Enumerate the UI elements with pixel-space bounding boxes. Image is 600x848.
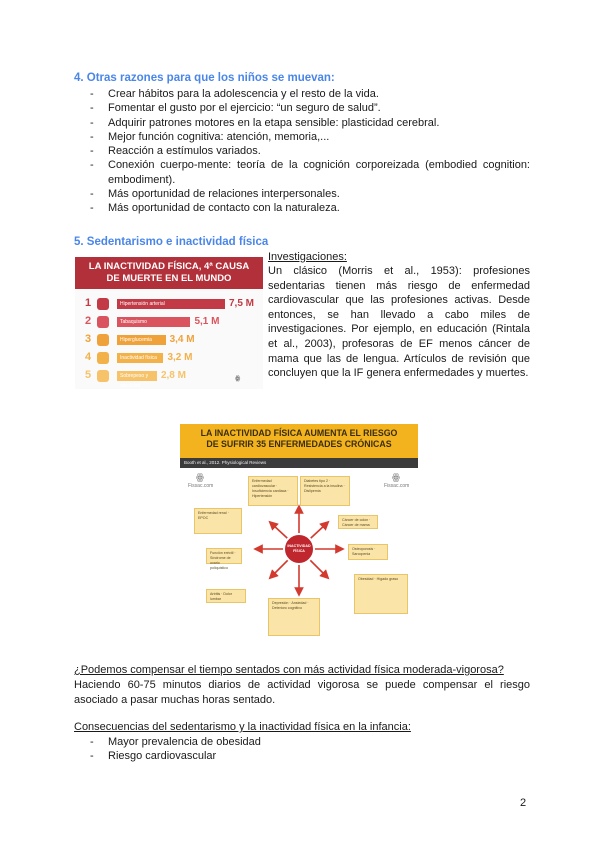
fissac-logo-left: ꙮ Fissac.com [188, 472, 214, 489]
rank-number: 1 [85, 297, 92, 309]
rank-number: 4 [85, 351, 92, 363]
risk-bar: Inactividad física [117, 353, 163, 363]
list-item: - Conexión cuerpo-mente: teoría de la cognición corporeizada (embodied cognition: embodiment). [74, 158, 530, 187]
research-title: Investigaciones: [268, 251, 347, 263]
logo-right-text: Fissac.com [384, 483, 410, 489]
disease-box: Cáncer de colon · Cáncer de mama [338, 515, 378, 529]
consequences-title: Consecuencias del sedentarismo y la inactividad física en la infancia: [74, 721, 411, 733]
research-text: Un clásico (Morris et al., 1953): profesiones sedentarias tienen más riesgo de enfermedad cardiovascular que las profesiones activas. Desde entonces, se han llevado a cabo miles de investigaciones. Por ejemplo, en educación (Rintala et al., 2003), profesoras de EF menos cáncer de mama que las de lengua. Artículos de revisión que concluyen que la IF genera enfermedades y muertes. [268, 265, 530, 380]
risk-value: 5,1 M [194, 316, 220, 327]
risk-factor-icon [97, 334, 109, 346]
risk-value: 2,8 M [160, 370, 186, 381]
question-title: ¿Podemos compensar el tiempo sentados con más actividad física moderada-vigorosa? [74, 664, 504, 676]
infographic1-title-line1: LA INACTIVIDAD FÍSICA, 4ª CAUSA [88, 261, 250, 272]
disease-box: Obesidad · Hígado graso [354, 574, 408, 614]
page-number: 2 [520, 797, 527, 809]
section4-list [74, 87, 530, 216]
infographic2-subtitle: Booth et al., 2012. Physiological Reviews [180, 458, 418, 468]
risk-bar: Hipertensión arterial [117, 299, 225, 309]
risk-factor-icon [97, 316, 109, 328]
risk-bar: Sobrepeso y obesidad [117, 371, 157, 381]
consequences-list [74, 735, 530, 764]
infographic-causes-of-death [75, 257, 263, 389]
risk-value: 3,2 M [167, 352, 193, 363]
disease-box: Artritis · Dolor lumbar [206, 589, 246, 603]
infographic-chronic-diseases [180, 424, 418, 642]
list-item: - Riesgo cardiovascular [74, 749, 530, 763]
list-item: - Mejor función cognitiva: atención, memoria,... [74, 130, 530, 144]
list-item: - Crear hábitos para la adolescencia y el resto de la vida. [74, 87, 530, 101]
infographic1-title [75, 257, 263, 289]
rank-number: 3 [85, 333, 92, 345]
list-item: - Mayor prevalencia de obesidad [74, 735, 530, 749]
center-label: INACTIVIDAD FÍSICA [287, 544, 311, 553]
infographic1-title-line2: DE MUERTE EN EL MUNDO [106, 273, 232, 284]
risk-bar: Tabaquismo [117, 317, 190, 327]
disease-box: Enfermedad cardiovascular · Insuficiencia cardiaca · Hipertensión [248, 476, 298, 506]
question-text: Haciendo 60-75 minutos diarios de actividad vigorosa se puede compensar el riesgo asociado a pasar muchas horas sentado. [74, 679, 530, 706]
disease-box: Osteoporosis · Sarcopenia [348, 544, 388, 560]
fissac-logo: ꙮ [235, 376, 241, 382]
list-item: - Reacción a estímulos variados. [74, 144, 530, 158]
infographic2-title-line2: DE SUFRIR 35 ENFERMEDADES CRÓNICAS [206, 439, 392, 449]
list-item: - Más oportunidad de contacto con la naturaleza. [74, 201, 530, 215]
disease-box: Diabetes tipo 2 · Resistencia a la insulina · Dislipemia [300, 476, 350, 506]
list-item: - Adquirir patrones motores en la etapa sensible: plasticidad cerebral. [74, 116, 530, 130]
list-item: - Fomentar el gusto por el ejercicio: “un seguro de salud”. [74, 101, 530, 115]
fissac-logo-right: ꙮ Fissac.com [384, 472, 410, 489]
risk-factor-icon [97, 370, 109, 382]
risk-bar: Hiperglucemia [117, 335, 166, 345]
list-item: - Más oportunidad de relaciones interpersonales. [74, 187, 530, 201]
risk-factor-icon [97, 298, 109, 310]
disease-box: Enfermedad renal · EPOC [194, 508, 242, 534]
risk-value: 3,4 M [169, 334, 195, 345]
logo-left-text: Fissac.com [188, 483, 214, 489]
disease-box: Depresión · Ansiedad · Deterioro cognitivo [268, 598, 320, 636]
rank-number: 2 [85, 315, 92, 327]
section5-heading: 5. Sedentarismo e inactividad física [74, 236, 269, 248]
risk-factor-icon [97, 352, 109, 364]
risk-value: 7,5 M [229, 298, 255, 309]
rank-number: 5 [85, 369, 92, 381]
infographic2-title-line1: LA INACTIVIDAD FÍSICA AUMENTA EL RIESGO [200, 428, 398, 438]
section4-heading: 4. Otras razones para que los niños se muevan: [74, 72, 335, 84]
disease-box: Función eréctil · Síndrome de ovario poliquístico [206, 548, 242, 564]
